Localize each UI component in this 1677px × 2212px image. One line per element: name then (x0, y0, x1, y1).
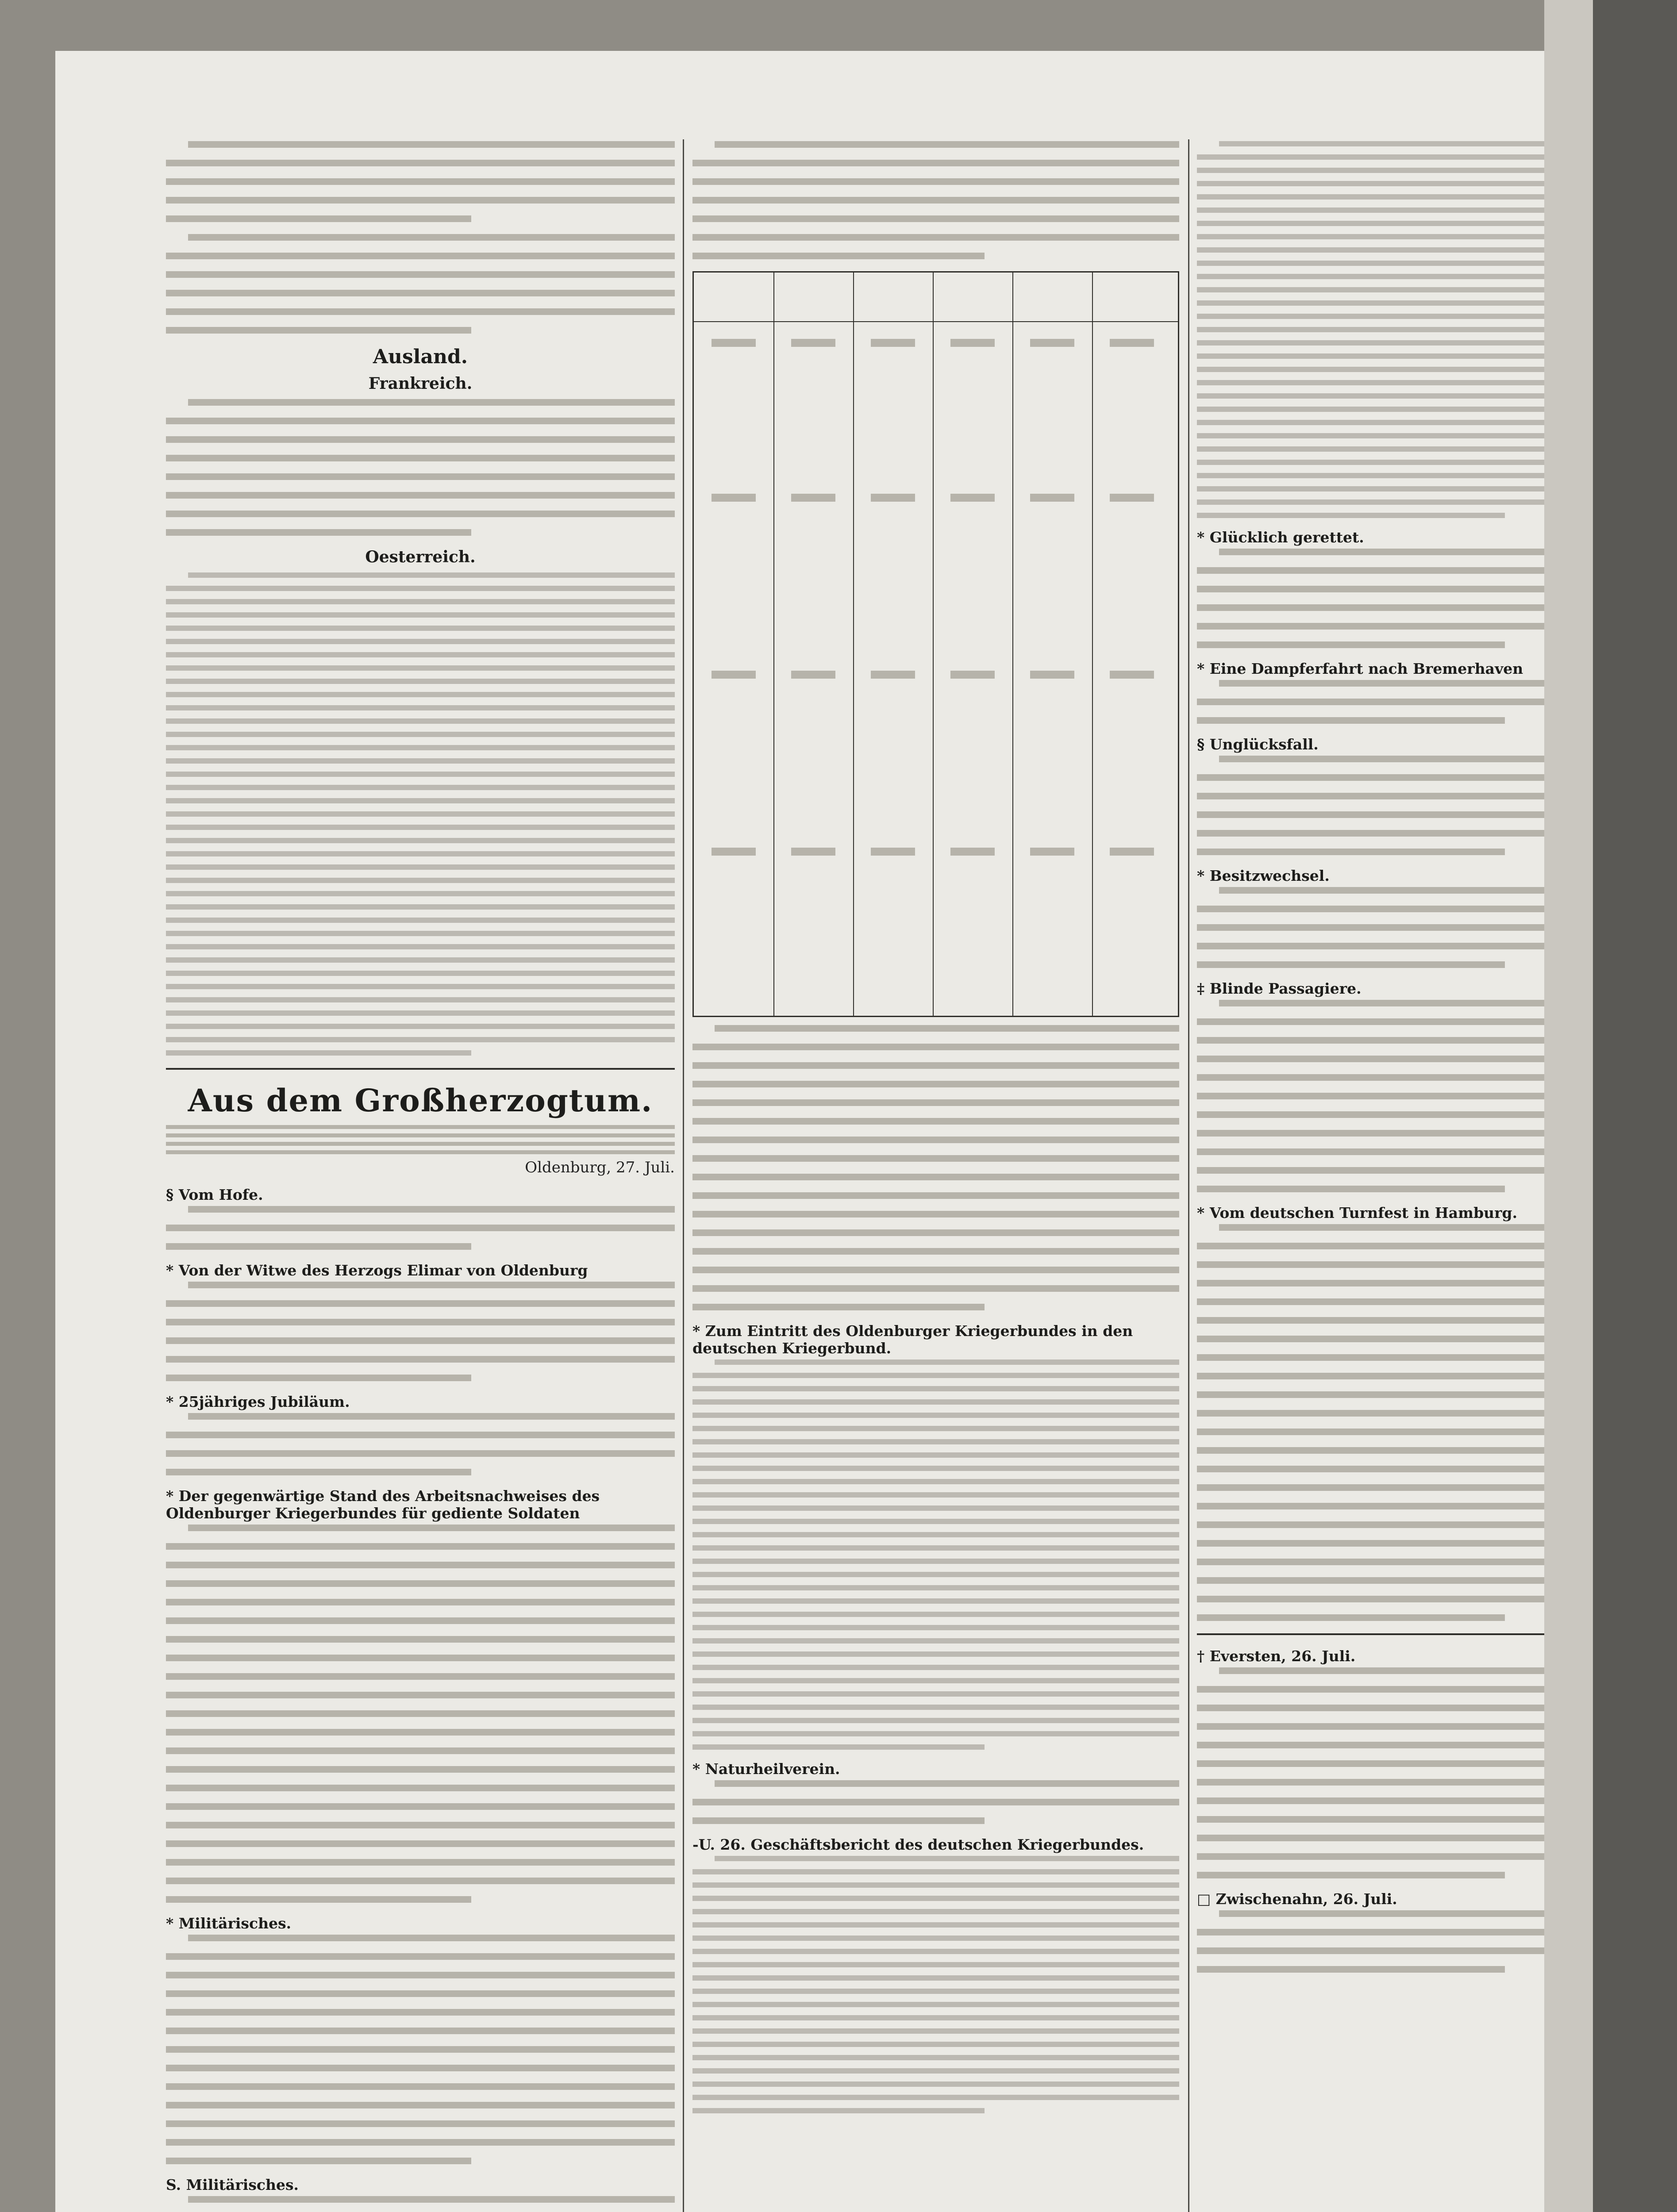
paragraph (692, 1359, 1179, 1750)
item-heading: * Naturheilverein. (692, 1760, 840, 1778)
item-heading: ‡ Blinde Passagiere. (1197, 980, 1362, 997)
newspaper-page (55, 51, 1595, 2212)
paragraph (692, 1025, 1179, 1310)
item-heading: † Eversten, 26. Juli. (1197, 1647, 1356, 1665)
table-header (694, 273, 1178, 322)
item-heading: * Besitzwechsel. (1197, 867, 1330, 884)
item-heading: * Der gegenwärtige Stand des Arbeitsnachweises des Oldenburger Kriegerbundes für gediente Soldaten (166, 1487, 600, 1522)
item-heading: S. Militärisches. (166, 2176, 299, 2193)
item-heading: * 25jähriges Jubiläum. (166, 1393, 350, 1410)
book-gutter (1544, 0, 1677, 2212)
country-heading-austria: Oesterreich. (365, 548, 476, 566)
column-1 (166, 139, 675, 2212)
paragraph (1197, 1224, 1595, 1621)
paragraph (166, 1206, 675, 1250)
item-heading: □ Zwischenahn, 26. Juli. (1197, 1890, 1397, 1908)
item-heading: § Vom Hofe. (166, 1186, 263, 1203)
paragraph (166, 141, 675, 222)
paragraph (1197, 1000, 1595, 1192)
item-heading: § Unglücksfall. (1197, 736, 1319, 753)
paragraph (166, 1413, 675, 1475)
item-heading: -U. 26. Geschäftsbericht des deutschen Kriegerbundes. (692, 1836, 1144, 1853)
paragraph (166, 234, 675, 334)
item-heading: * Von der Witwe des Herzogs Elimar von Oldenburg (166, 1262, 588, 1279)
paragraph (1197, 1910, 1595, 1973)
paragraph (1197, 680, 1595, 724)
divider (166, 1068, 675, 1070)
paragraph (692, 1780, 1179, 1824)
paragraph (166, 2196, 675, 2212)
paragraph (1197, 549, 1595, 648)
paragraph (166, 399, 675, 536)
section-heading-ausland: Ausland. (373, 346, 468, 368)
item-heading: * Glücklich gerettet. (1197, 529, 1364, 546)
reprint-note (166, 1125, 675, 1154)
column-3 (1197, 139, 1595, 2212)
paragraph (166, 1282, 675, 1381)
divider (1197, 1633, 1595, 1635)
paragraph (1197, 887, 1595, 968)
quarter-table-rotated (692, 271, 1179, 1017)
paragraph (166, 1525, 675, 1903)
item-heading: * Militärisches. (166, 1915, 292, 1932)
column-2 (692, 139, 1179, 2212)
paragraph (1197, 756, 1595, 855)
country-heading-france: Frankreich. (368, 374, 473, 393)
paragraph (692, 1856, 1179, 2113)
item-heading: * Vom deutschen Turnfest in Hamburg. (1197, 1204, 1518, 1221)
paragraph (166, 572, 675, 1056)
item-heading: * Eine Dampferfahrt nach Bremerhaven (1197, 660, 1523, 677)
dateline: Oldenburg, 27. Juli. (525, 1159, 675, 1176)
paragraph (1197, 1667, 1595, 1878)
paragraph (166, 1935, 675, 2164)
paragraph (692, 141, 1179, 259)
big-heading: Aus dem Großherzogtum. (188, 1082, 653, 1119)
paragraph (1197, 141, 1595, 518)
column-rule (683, 139, 684, 2212)
column-rule (1188, 139, 1189, 2212)
item-heading: * Zum Eintritt des Oldenburger Kriegerbundes in den deutschen Kriegerbund. (692, 1322, 1133, 1357)
